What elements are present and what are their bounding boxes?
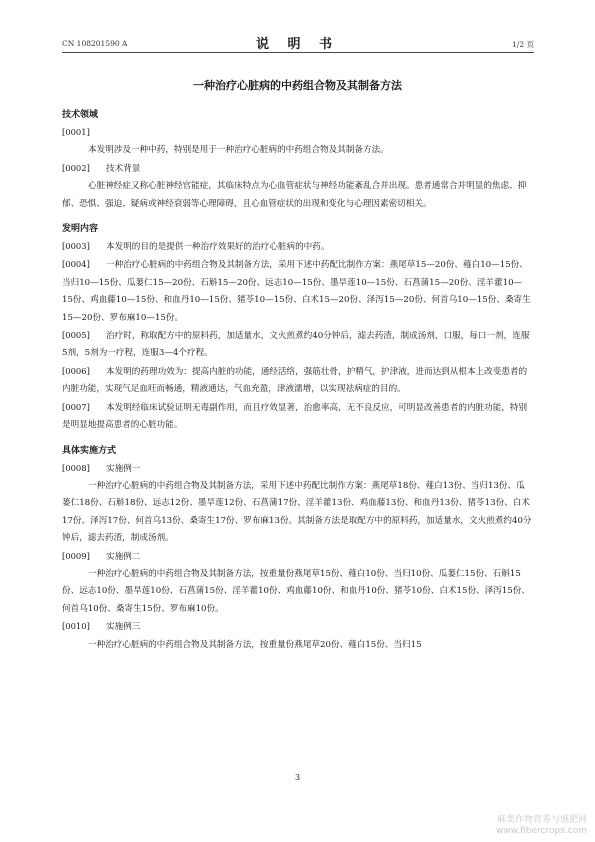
document-title: 一种治疗心脏病的中药组合物及其制备方法	[193, 79, 402, 92]
subsection-label: 技术背景	[106, 163, 141, 174]
section-heading-invention: 发明内容	[62, 224, 99, 235]
paragraph-0008	[62, 460, 532, 478]
paragraph-number: [0009]	[62, 550, 90, 561]
paragraph-0008-text: 一种治疗心脏病的中药组合物及其制备方法，采用下述中药配比制作方案：燕尾草18份、薤白13份、当归13份、瓜蒌仁18份、石斛18份、远志12份、墨旱莲12份、石菖蒲17份、淫羊藿13份、鸡血藤13份、和血丹13份、猪苓13份、白术17份、泽泻17份、何首乌13份、桑寄生17份、罗布麻13份。其制备方法是取配方中的原料药，加适量水，文火煎煮约40分钟后，滤去药渣，制成汤剂。	[62, 480, 532, 544]
paragraph-0002	[62, 160, 532, 178]
watermark-site-name: 麻类作物营养与施肥网	[496, 815, 587, 825]
paragraph-0005-text: 治疗时，称取配方中的原料药，加适量水，文火煎煮约40分钟后，滤去药渣，制成汤剂，口服，每口一剂，连服5剂，5剂为一疗程，连服3—4个疗程。	[62, 331, 530, 359]
paragraph-0010-text: 一种治疗心脏病的中药组合物及其制备方法，按重量份燕尾草20份、薤白15份、当归15	[88, 639, 422, 650]
page-indicator: 1/2 页	[512, 40, 534, 49]
paragraph-0002-text: 心脏神经症又称心脏神经官能症，其临床特点为心血管症状与神经功能紊乱合并出现。患者通常合并明显的焦虑、抑郁、恐惧、强迫、疑病或神经衰弱等心理障碍，且心血管症状的出现和变化与心理因素密切相关。	[62, 181, 527, 209]
publication-number: CN 108201590 A	[62, 39, 128, 48]
page-number: 3	[294, 773, 301, 782]
paragraph-number: [0003]	[62, 241, 90, 252]
site-watermark	[496, 815, 587, 837]
paragraph-number: [0007]	[62, 401, 90, 412]
watermark-url: www.fibercrops.com	[496, 826, 587, 836]
paragraph-0010	[62, 618, 532, 636]
paragraph-number: [0006]	[62, 365, 90, 376]
paragraph-number: [0010]	[62, 621, 90, 632]
paragraph-0001	[62, 124, 532, 142]
paragraph-0003-text: 本发明的目的是提供一种治疗效果好的治疗心脏病的中药。	[106, 242, 330, 253]
paragraph-0009-text: 一种治疗心脏病的中药组合物及其制备方法，按重量份燕尾草15份、薤白10份、当归10份、瓜蒌仁15份、石斛15份、远志10份、墨旱莲10份、石菖蒲15份、淫羊藿10份、鸡血藤10份、和血丹10份、猪苓10份、白术15份、泽泻15份、何首乌10份、桑寄生15份、罗布麻10份。	[62, 568, 530, 614]
paragraph-0007	[62, 399, 532, 435]
section-heading-embodiments: 具体实施方式	[62, 445, 117, 456]
paragraph-number: [0005]	[62, 330, 90, 341]
paragraph-number: [0008]	[62, 462, 90, 473]
paragraph-0007-text: 本发明经临床试验证明无毒副作用，而且疗效显著，治愈率高，无不良反应，可明显改善患者的内脏功能，特别是明显地提高患者的心脏功能。	[62, 402, 528, 431]
paragraph-0004-text: 一种治疗心脏病的中药组合物及其制备方法，采用下述中药配比制作方案：燕尾草15—20份、薤白10—15份、当归10—15份、瓜蒌仁15—20份、石斛15—20份、远志10—15份、墨旱莲10—15份、石菖蒲15—20份、淫羊藿10—15份、鸡血藤10—15份、和血丹10—15份、猪苓10—15份、白术15—20份、泽泻15—20份、何首乌10—15份、桑寄生15—20份、罗布麻10—15份。	[62, 260, 531, 323]
paragraph-0006-text: 本发明的药理功效为：提高内脏的功能，通经活络，强筋壮骨，护精气，护津液，进而达到从根本上改变患者的内脏功能，实现气足血旺而畅通，精液通达，气血充盈，津液濡增，以实现祛病症的目的。	[62, 366, 528, 395]
paragraph-0005	[62, 327, 532, 363]
paragraph-0009	[62, 548, 532, 566]
section-heading-tech-field: 技术领域	[62, 110, 99, 120]
document-type-heading: 说 明 书	[255, 37, 340, 52]
paragraph-0004	[62, 256, 532, 327]
subsection-label: 实施例二	[106, 551, 141, 562]
paragraph-0003	[62, 238, 532, 256]
paragraph-number: [0004]	[62, 259, 90, 270]
subsection-label: 实施例一	[106, 463, 141, 474]
paragraph-number: [0002]	[62, 162, 90, 173]
header-divider	[62, 52, 534, 53]
paragraph-number: [0001]	[62, 127, 90, 137]
document-body	[62, 107, 532, 654]
paragraph-0006	[62, 363, 532, 399]
subsection-label: 实施例三	[106, 622, 141, 633]
paragraph-0001-text: 本发明涉及一种中药，特别是用于一种治疗心脏病的中药组合物及其制备方法。	[88, 145, 389, 156]
